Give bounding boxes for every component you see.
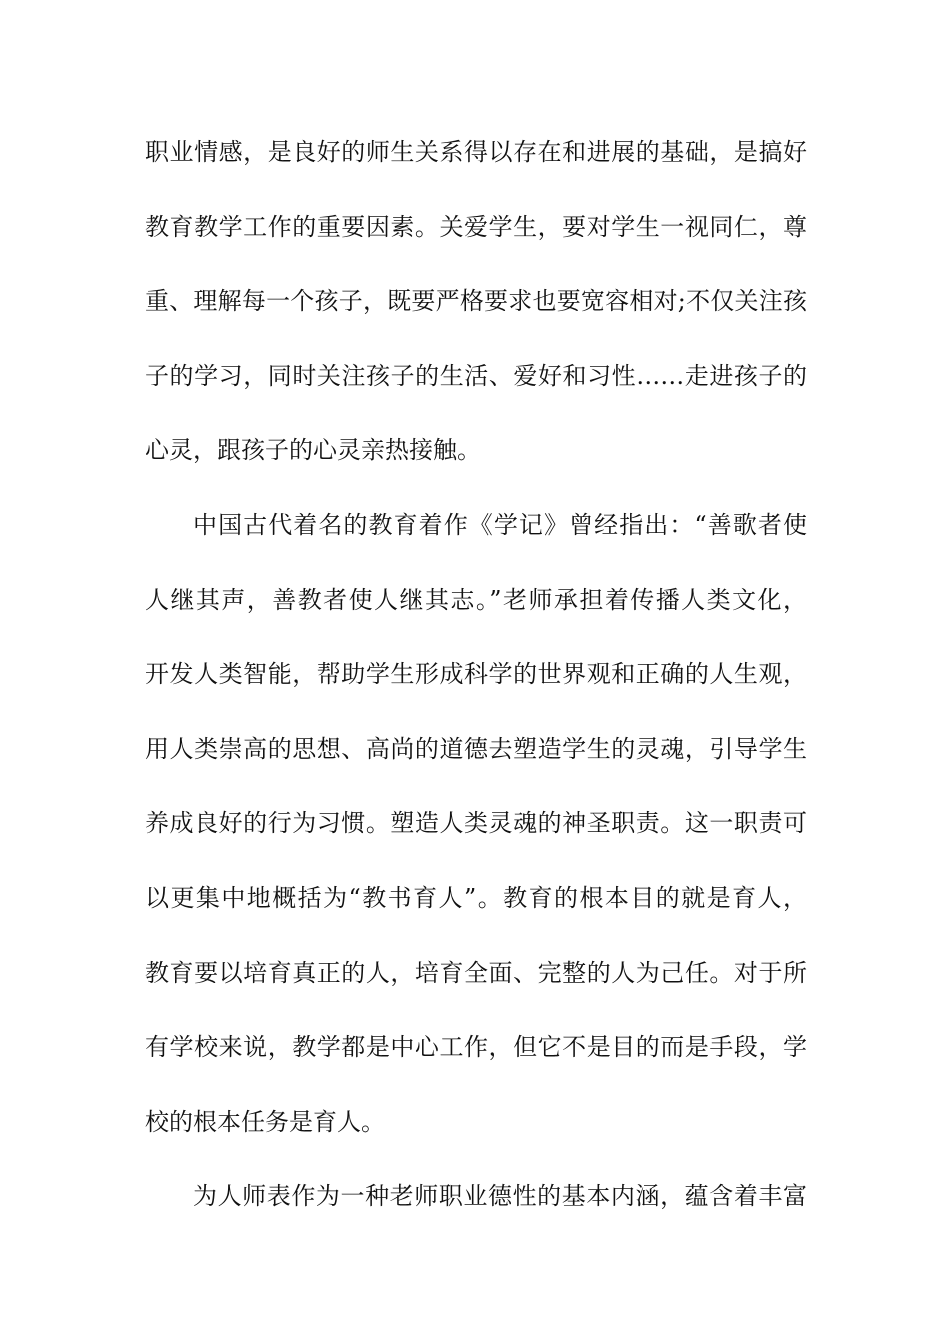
text-line: 教育要以培育真正的人，培育全面、完整的人为己任。对于所 (145, 958, 807, 987)
text-line: 人继其声，善教者使人继其志。”老师承担着传播人类文化， (145, 585, 807, 614)
text-line: 有学校来说，教学都是中心工作，但它不是目的而是手段，学 (145, 1033, 807, 1062)
body-text (145, 128, 807, 1247)
text-line-paragraph-start: 中国古代着名的教育着作《学记》曾经指出：“善歌者使 (193, 510, 807, 539)
text-line: 教育教学工作的重要因素。关爱学生，要对学生一视同仁，尊 (145, 212, 807, 241)
text-line-paragraph-start: 为人师表作为一种老师职业德性的基本内涵，蕴含着丰富 (193, 1182, 807, 1211)
text-line: 开发人类智能，帮助学生形成科学的世界观和正确的人生观， (145, 660, 807, 689)
text-line: 养成良好的行为习惯。塑造人类灵魂的神圣职责。这一职责可 (145, 809, 807, 838)
text-line: 校的根本任务是育人。 (145, 1107, 385, 1136)
text-line: 职业情感，是良好的师生关系得以存在和进展的基础，是搞好 (145, 138, 807, 166)
text-line: 用人类崇高的思想、高尚的道德去塑造学生的灵魂，引导学生 (145, 734, 807, 763)
text-line: 心灵，跟孩子的心灵亲热接触。 (145, 436, 481, 465)
text-line: 重、理解每一个孩子，既要严格要求也要宽容相对;不仅关注孩 (145, 287, 807, 316)
text-line: 以更集中地概括为“教书育人”。教育的根本目的就是育人， (145, 883, 807, 912)
text-line: 子的学习，同时关注孩子的生活、爱好和习性……走进孩子的 (145, 361, 807, 390)
